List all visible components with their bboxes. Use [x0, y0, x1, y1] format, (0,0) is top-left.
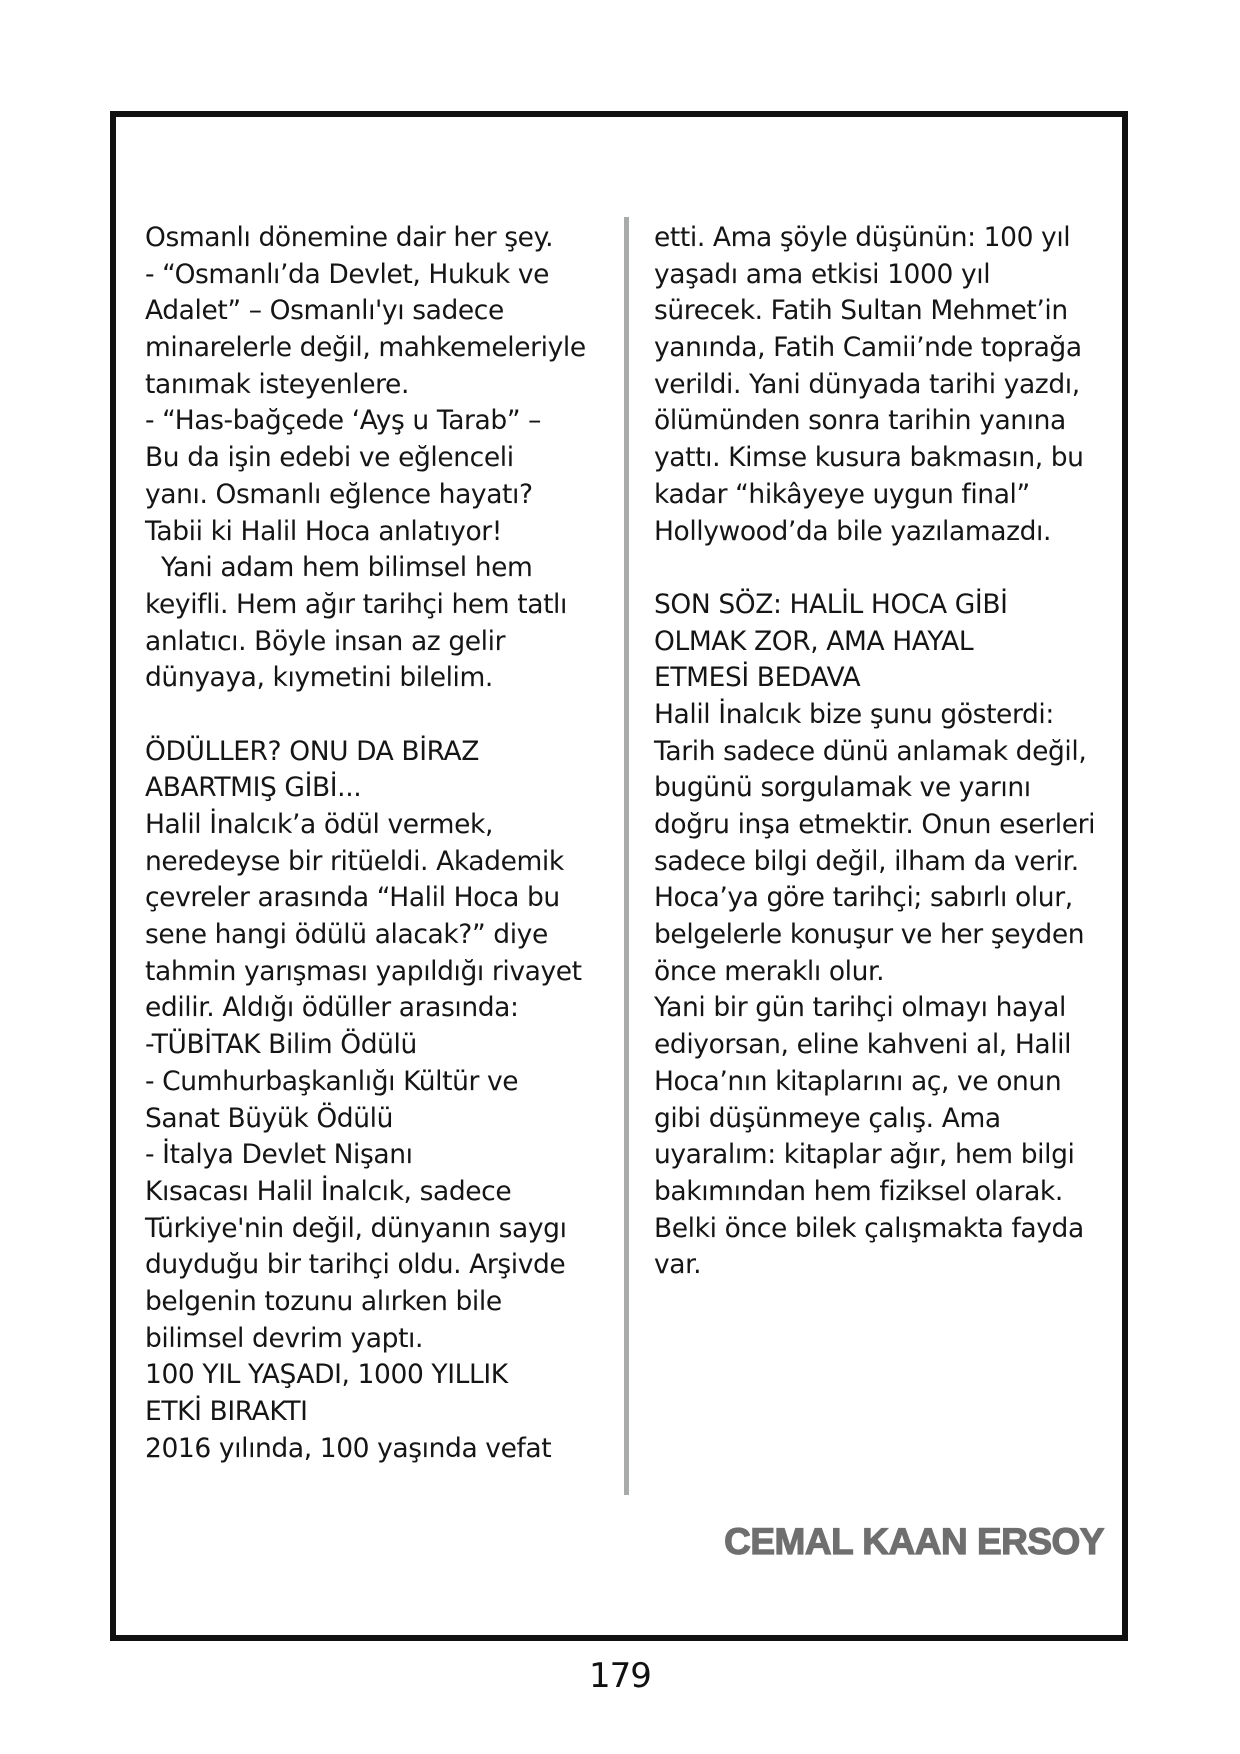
text-line: çevreler arasında “Halil Hoca bu: [145, 882, 560, 914]
text-line: yanı. Osmanlı eğlence hayatı?: [145, 478, 533, 510]
text-line: edilir. Aldığı ödüller arasında:: [145, 992, 519, 1024]
text-line: Belki önce bilek çalışmakta fayda: [654, 1212, 1084, 1244]
text-line: önce meraklı olur.: [654, 955, 885, 987]
text-line: neredeyse bir ritüeldi. Akademik: [145, 845, 564, 877]
text-line: tanımak isteyenlere.: [145, 368, 409, 400]
text-line: verildi. Yani dünyada tarihi yazdı,: [654, 368, 1080, 400]
text-line: dünyaya, kıymetini bilelim.: [145, 662, 493, 694]
text-line: 2016 yılında, 100 yaşında vefat: [145, 1432, 552, 1464]
text-line: yanında, Fatih Camii’nde toprağa: [654, 332, 1082, 364]
text-line: Bu da işin edebi ve eğlenceli: [145, 442, 514, 474]
text-line: [654, 550, 1124, 587]
text-line: gibi düşünmeye çalış. Ama: [654, 1102, 1001, 1134]
text-line: -TÜBİTAK Bilim Ödülü: [145, 1029, 417, 1061]
author-name: CEMAL KAAN ERSOY: [724, 1521, 1104, 1562]
text-line: Yani bir gün tarihçi olmayı hayal: [654, 992, 1066, 1024]
text-line: Halil İnalcık’a ödül vermek,: [145, 809, 493, 840]
text-line: Yani adam hem bilimsel hem: [145, 552, 533, 584]
text-line: Hoca’ya göre tarihçi; sabırlı olur,: [654, 882, 1073, 914]
text-line: tahmin yarışması yapıldığı rivayet: [145, 955, 582, 987]
text-line: yattı. Kimse kusura bakmasın, bu: [654, 442, 1084, 474]
text-line: - Cumhurbaşkanlığı Kültür ve: [145, 1065, 519, 1097]
text-line: bilimsel devrim yaptı.: [145, 1322, 424, 1354]
text-line: bugünü sorgulamak ve yarını: [654, 772, 1031, 804]
text-line: ÖDÜLLER? ONU DA BİRAZ: [145, 735, 480, 767]
text-line: - “Osmanlı’da Devlet, Hukuk ve: [145, 258, 550, 290]
text-line: minarelerle değil, mahkemeleriyle: [145, 332, 586, 364]
text-line: Türkiye'nin değil, dünyanın saygı: [145, 1212, 567, 1244]
text-line: ölümünden sonra tarihin yanına: [654, 405, 1066, 437]
text-line: sene hangi ödülü alacak?” diye: [145, 919, 548, 951]
text-line: sadece bilgi değil, ilham da verir.: [654, 845, 1079, 877]
text-line: Adalet” – Osmanlı'yı sadece: [145, 295, 504, 327]
text-line: ETMESİ BEDAVA: [654, 662, 861, 694]
text-line: Kısacası Halil İnalcık, sadece: [145, 1175, 512, 1207]
text-line: ediyorsan, eline kahveni al, Halil: [654, 1029, 1072, 1061]
text-line: sürecek. Fatih Sultan Mehmet’in: [654, 295, 1068, 327]
text-line: Hoca’nın kitaplarını aç, ve onun: [654, 1065, 1062, 1097]
text-line: [145, 697, 605, 734]
right-column: [654, 220, 1124, 1284]
text-line: uyaralım: kitaplar ağır, hem bilgi: [654, 1139, 1075, 1171]
text-line: 100 YIL YAŞADI, 1000 YILLIK: [145, 1359, 508, 1391]
text-line: Tabii ki Halil Hoca anlatıyor!: [145, 515, 502, 547]
text-line: duyduğu bir tarihçi oldu. Arşivde: [145, 1249, 566, 1281]
page-number: 179: [589, 1656, 651, 1696]
text-line: Tarih sadece dünü anlamak değil,: [654, 735, 1087, 767]
left-column: [145, 220, 605, 1467]
text-line: Hollywood’da bile yazılamazdı.: [654, 515, 1052, 547]
text-line: - İtalya Devlet Nişanı: [145, 1139, 413, 1171]
text-line: etti. Ama şöyle düşünün: 100 yıl: [654, 222, 1071, 253]
text-line: Sanat Büyük Ödülü: [145, 1102, 393, 1134]
text-line: Osmanlı dönemine dair her şey.: [145, 222, 554, 253]
text-line: belgenin tozunu alırken bile: [145, 1285, 502, 1317]
text-line: doğru inşa etmektir. Onun eserleri: [654, 809, 1096, 840]
text-line: bakımından hem fiziksel olarak.: [654, 1175, 1063, 1207]
column-divider: [624, 217, 629, 1495]
text-line: var.: [654, 1249, 702, 1281]
text-line: - “Has-bağçede ‘Ayş u Tarab” –: [145, 405, 542, 437]
text-line: keyifli. Hem ağır tarihçi hem tatlı: [145, 588, 567, 620]
text-line: anlatıcı. Böyle insan az gelir: [145, 625, 506, 657]
text-line: Halil İnalcık bize şunu gösterdi:: [654, 698, 1054, 730]
text-line: belgelerle konuşur ve her şeyden: [654, 919, 1085, 951]
text-line: ETKİ BIRAKTI: [145, 1396, 308, 1427]
text-line: OLMAK ZOR, AMA HAYAL: [654, 625, 974, 657]
text-line: SON SÖZ: HALİL HOCA GİBİ: [654, 588, 1008, 620]
text-line: kadar “hikâyeye uygun final”: [654, 478, 1030, 510]
text-line: yaşadı ama etkisi 1000 yıl: [654, 258, 991, 290]
text-line: ABARTMIŞ GİBİ...: [145, 772, 362, 804]
